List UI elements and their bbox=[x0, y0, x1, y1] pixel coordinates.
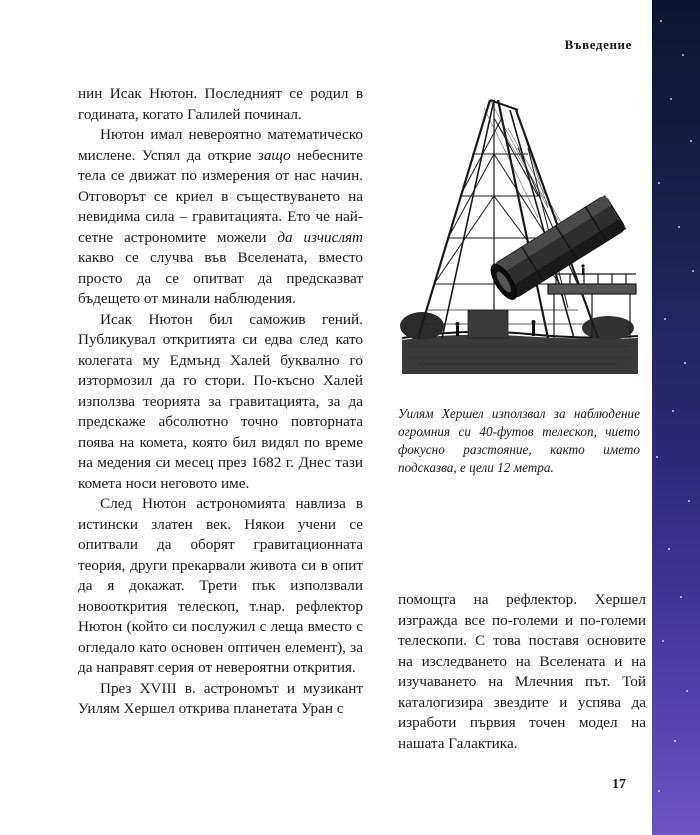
paragraph: Исак Нютон бил саможив гений. Публикувал откритията си едва след като колегата му Едмънд Халей буквално го изтормозил да го стори. По-късно Халей използва теорията за гравитацията, за да предскаже абсолютно точно повторната поява на комета, която бил видял по време на медения си месец през 1682 г. Днес тази комета носи неговото име. bbox=[78, 310, 363, 492]
text-run: Нютон имал невероятно математическо мислене. Успял да открие bbox=[78, 126, 363, 164]
paragraph: помощта на рефлектор. Хершел изгражда все по-големи и по-големи телескопи. С това поставя основите на изследването на Вселената и на изучаването на Млечния път. Той каталогизира звездите и успява да изработи първия точен модел на нашата Галактика. bbox=[398, 591, 646, 752]
left-text-column bbox=[78, 84, 363, 720]
emphasis: защо bbox=[257, 146, 291, 164]
right-text-column bbox=[398, 590, 646, 754]
emphasis: да изчислят bbox=[277, 228, 364, 246]
paragraph bbox=[78, 125, 363, 310]
running-head: Въведение bbox=[564, 37, 632, 52]
figure-caption: Уилям Хершел използвал за наблюдение огромния си 40-футов телескоп, чието фокусно разстояние, както името подсказва, е цели 12 метра. bbox=[398, 406, 640, 475]
starfield-edge-stripe bbox=[652, 0, 700, 835]
paragraph: След Нютон астрономията навлиза в истински златен век. Някои учени се опитвали да оборят гравитационната теория, други прекарвали живота си в опит да я докажат. Трети пък използвали новооткрития телескоп, т.нар. рефлектор Нютон (който си послужил с леща вместо с огледало като основен оптичен елемент), за да направят серия от невероятни открития. bbox=[78, 495, 363, 676]
text-run: какво се случва във Вселената, вместо просто да се опитват да предсказват бъдещето от минали наблюдения. bbox=[78, 249, 363, 307]
paragraph: нин Исак Нютон. Последният се родил в годината, когато Галилей починал. bbox=[78, 85, 363, 123]
paragraph: През XVIII в. астрономът и музикант Уилям Хершел открива планетата Уран с bbox=[78, 679, 363, 717]
text-run: небесните тела се движат по измерения от нас начин. Отговорът се криел в съществуването на невидима сила – гравитацията. Ето че най-сетне астрономите можели bbox=[78, 146, 363, 246]
herschel-telescope-illustration bbox=[398, 88, 642, 374]
telescope-engraving bbox=[398, 88, 642, 374]
page-number: 17 bbox=[612, 777, 626, 792]
